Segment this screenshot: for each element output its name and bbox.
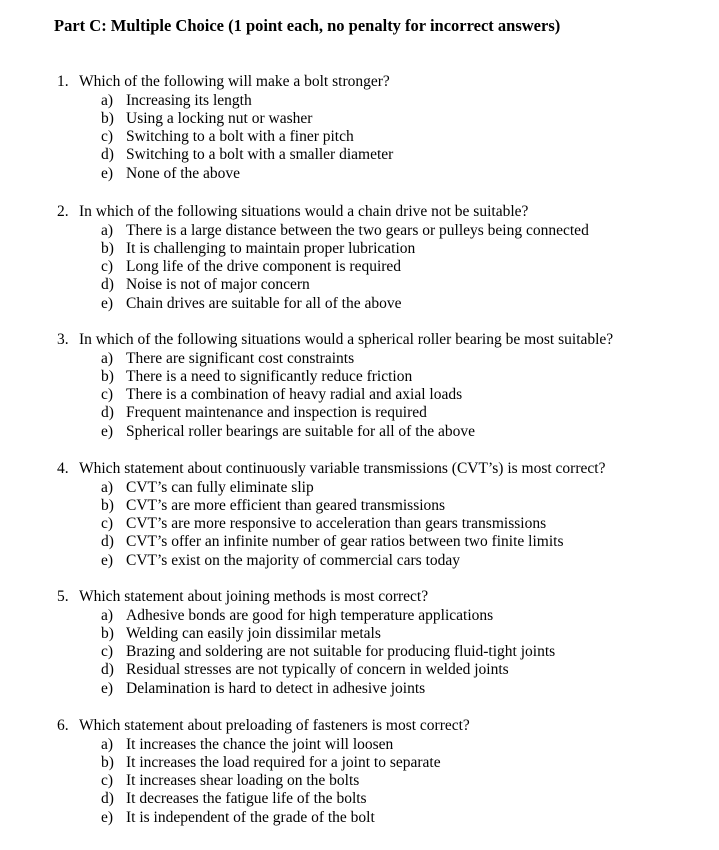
option-text: It is challenging to maintain proper lubrication <box>126 239 416 257</box>
option-text: It is independent of the grade of the bolt <box>126 808 375 826</box>
answer-option-a <box>0 222 719 240</box>
answer-option-e <box>0 165 719 183</box>
question-5 <box>0 588 719 698</box>
option-letter: c) <box>101 258 114 276</box>
option-text: Brazing and soldering are not suitable for producing fluid-tight joints <box>126 643 556 661</box>
option-letter: c) <box>101 128 114 146</box>
option-text: Noise is not of major concern <box>126 276 310 294</box>
option-letter: c) <box>101 772 114 790</box>
option-text: CVT’s are more responsive to acceleration than gears transmissions <box>126 515 547 533</box>
answer-option-c <box>0 643 719 661</box>
option-text: CVT’s can fully eliminate slip <box>126 478 314 496</box>
option-text: Delamination is hard to detect in adhesive joints <box>126 679 426 697</box>
option-text: Spherical roller bearings are suitable for all of the above <box>126 422 476 440</box>
option-letter: e) <box>101 422 114 440</box>
section-heading: Part C: Multiple Choice (1 point each, no penalty for incorrect answers) <box>54 16 561 35</box>
question-stem <box>0 73 719 92</box>
question-text: Which statement about joining methods is most correct? <box>79 588 429 605</box>
option-letter: b) <box>101 367 114 385</box>
option-letter: a) <box>101 91 114 109</box>
option-letter: a) <box>101 478 114 496</box>
option-text: Frequent maintenance and inspection is required <box>126 404 427 422</box>
option-text: There is a large distance between the two gears or pulleys being connected <box>126 221 589 239</box>
question-text: Which statement about continuously variable transmissions (CVT’s) is most correct? <box>79 460 606 477</box>
answer-option-d <box>0 404 719 422</box>
question-text: In which of the following situations would a spherical roller bearing be most suitable? <box>79 331 614 348</box>
option-letter: c) <box>101 386 114 404</box>
option-text: Chain drives are suitable for all of the above <box>126 294 402 312</box>
option-letter: a) <box>101 735 114 753</box>
answer-option-b <box>0 625 719 643</box>
option-letter: b) <box>101 624 114 642</box>
option-text: Switching to a bolt with a smaller diameter <box>126 146 394 164</box>
question-stem <box>0 331 719 350</box>
answer-option-c <box>0 128 719 146</box>
option-text: Increasing its length <box>126 91 252 109</box>
answer-option-a <box>0 350 719 368</box>
answer-option-b <box>0 754 719 772</box>
question-number: 2. <box>57 203 69 220</box>
question-stem <box>0 203 719 222</box>
question-text: Which of the following will make a bolt stronger? <box>79 73 390 90</box>
answer-option-e <box>0 680 719 698</box>
option-text: CVT’s are more efficient than geared transmissions <box>126 496 446 514</box>
option-text: Residual stresses are not typically of concern in welded joints <box>126 661 509 679</box>
question-number: 4. <box>57 460 69 477</box>
answer-option-a <box>0 92 719 110</box>
option-text: Switching to a bolt with a finer pitch <box>126 128 354 146</box>
option-letter: d) <box>101 146 114 164</box>
question-number: 5. <box>57 588 69 605</box>
question-text: Which statement about preloading of fasteners is most correct? <box>79 717 470 734</box>
question-number: 3. <box>57 331 69 348</box>
option-letter: a) <box>101 606 114 624</box>
option-letter: d) <box>101 533 114 551</box>
answer-option-c <box>0 386 719 404</box>
answer-option-c <box>0 772 719 790</box>
option-letter: b) <box>101 109 114 127</box>
answer-option-d <box>0 276 719 294</box>
question-text: In which of the following situations would a chain drive not be suitable? <box>79 203 529 220</box>
question-2 <box>0 203 719 313</box>
option-text: There are significant cost constraints <box>126 349 355 367</box>
answer-option-e <box>0 552 719 570</box>
option-text: It increases the load required for a joint to separate <box>126 753 441 771</box>
answer-option-d <box>0 661 719 679</box>
answer-option-a <box>0 736 719 754</box>
option-letter: c) <box>101 515 114 533</box>
option-letter: e) <box>101 551 114 569</box>
question-stem <box>0 717 719 736</box>
option-text: Adhesive bonds are good for high temperature applications <box>126 606 494 624</box>
option-letter: b) <box>101 239 114 257</box>
answer-option-d <box>0 146 719 164</box>
option-text: Using a locking nut or washer <box>126 109 313 127</box>
option-text: It decreases the fatigue life of the bolts <box>126 790 367 808</box>
option-text: There is a need to significantly reduce friction <box>126 367 413 385</box>
option-letter: d) <box>101 276 114 294</box>
question-stem <box>0 588 719 607</box>
answer-option-e <box>0 423 719 441</box>
question-number: 1. <box>57 73 69 90</box>
answer-option-b <box>0 368 719 386</box>
option-text: It increases shear loading on the bolts <box>126 772 360 790</box>
option-text: Long life of the drive component is required <box>126 258 402 276</box>
option-text: It increases the chance the joint will loosen <box>126 735 394 753</box>
option-letter: e) <box>101 679 114 697</box>
option-text: None of the above <box>126 164 241 182</box>
option-letter: d) <box>101 790 114 808</box>
option-letter: c) <box>101 643 114 661</box>
question-3 <box>0 331 719 441</box>
option-letter: d) <box>101 661 114 679</box>
option-letter: e) <box>101 164 114 182</box>
option-letter: b) <box>101 753 114 771</box>
question-6 <box>0 717 719 827</box>
option-letter: a) <box>101 349 114 367</box>
question-1 <box>0 73 719 183</box>
answer-option-c <box>0 515 719 533</box>
answer-option-a <box>0 479 719 497</box>
answer-option-c <box>0 258 719 276</box>
option-letter: d) <box>101 404 114 422</box>
option-text: There is a combination of heavy radial and axial loads <box>126 386 463 404</box>
option-letter: e) <box>101 808 114 826</box>
question-stem <box>0 460 719 479</box>
answer-option-b <box>0 110 719 128</box>
answer-option-e <box>0 295 719 313</box>
option-text: Welding can easily join dissimilar metals <box>126 624 381 642</box>
answer-option-b <box>0 240 719 258</box>
option-text: CVT’s exist on the majority of commercial cars today <box>126 551 461 569</box>
answer-option-b <box>0 497 719 515</box>
option-letter: b) <box>101 496 114 514</box>
option-text: CVT’s offer an infinite number of gear ratios between two finite limits <box>126 533 564 551</box>
answer-option-e <box>0 809 719 827</box>
question-4 <box>0 460 719 570</box>
answer-option-d <box>0 533 719 551</box>
option-letter: a) <box>101 221 114 239</box>
answer-option-d <box>0 790 719 808</box>
option-letter: e) <box>101 294 114 312</box>
answer-option-a <box>0 607 719 625</box>
question-number: 6. <box>57 717 69 734</box>
